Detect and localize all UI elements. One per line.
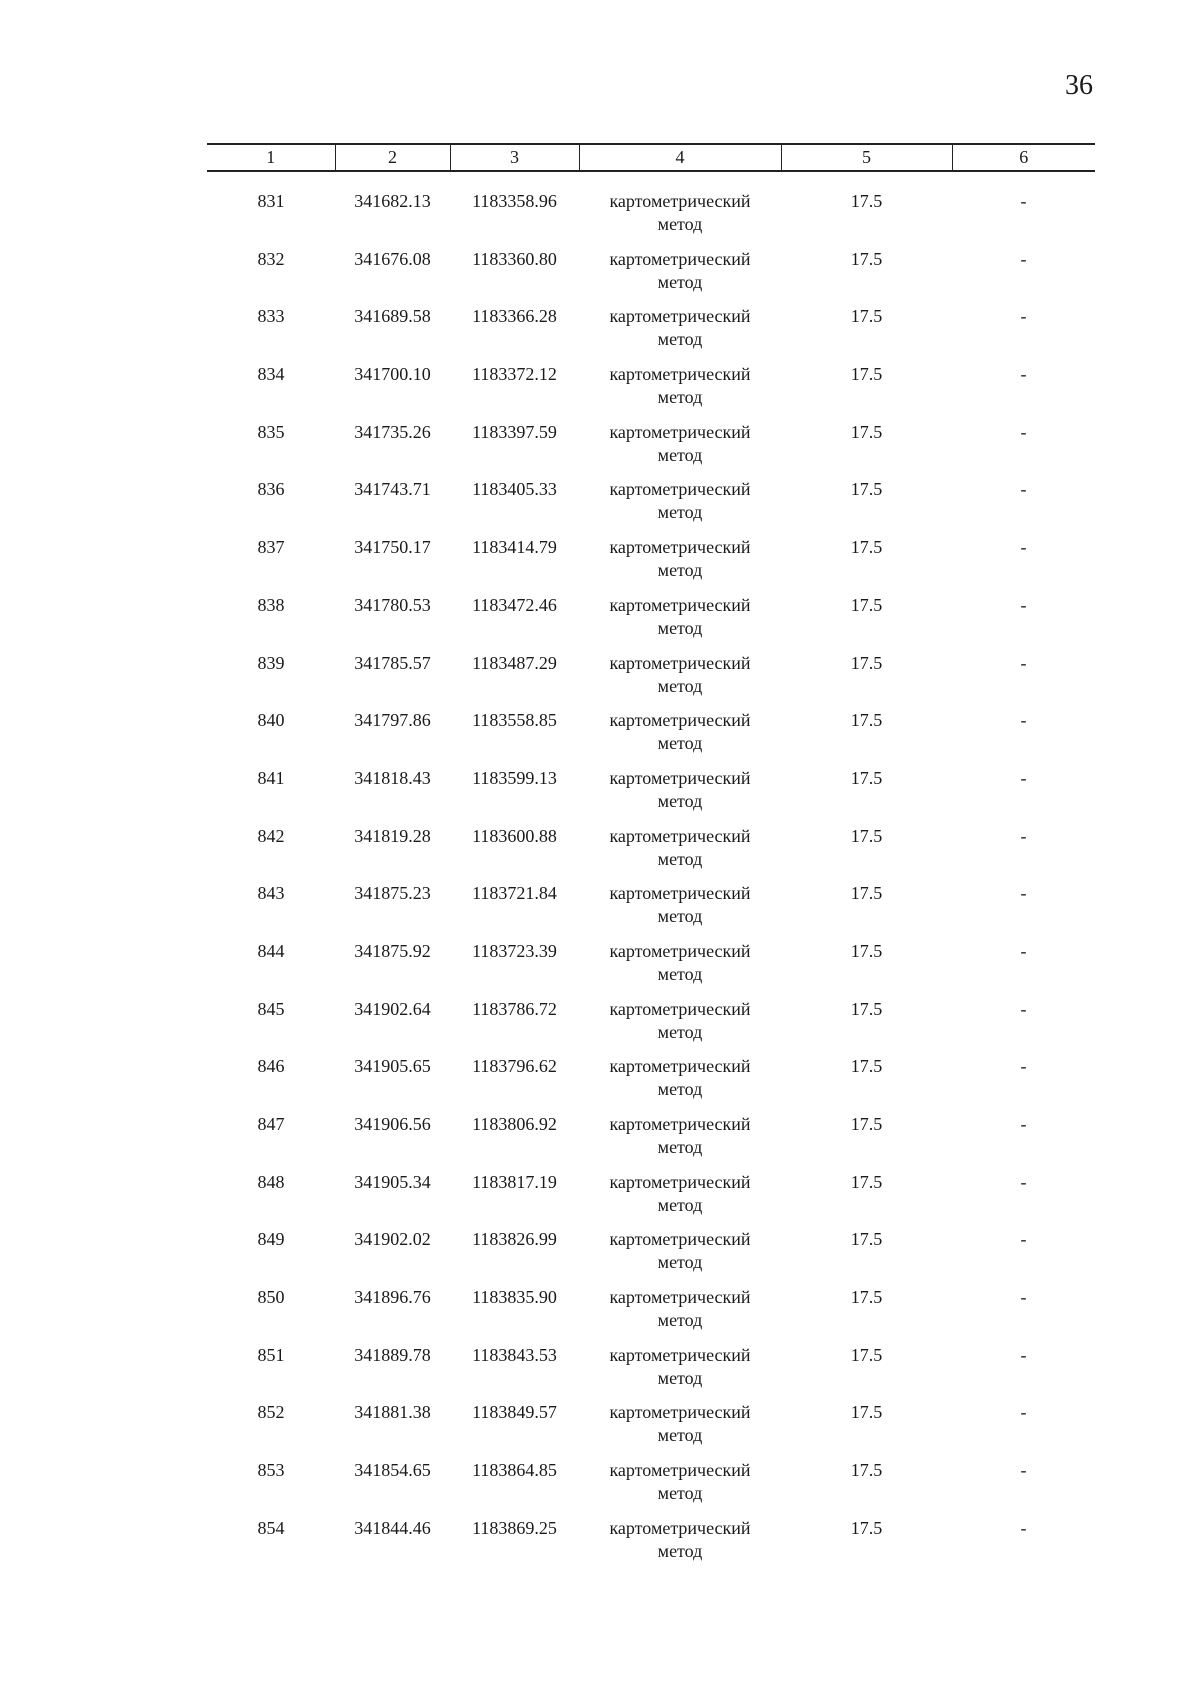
coordinates-table xyxy=(207,143,1095,1575)
method-line-1: картометрический xyxy=(609,306,751,327)
accuracy-cell: 17.5 xyxy=(850,940,883,961)
note-cell: - xyxy=(1020,1287,1027,1308)
x-coordinate-cell: 341844.46 xyxy=(354,1517,431,1538)
y-coordinate-cell: 1183372.12 xyxy=(472,364,557,385)
method-cell xyxy=(579,652,781,710)
method-line-2: метод xyxy=(657,1137,703,1157)
accuracy-cell: 17.5 xyxy=(850,1287,883,1308)
point-number-cell: 837 xyxy=(257,537,285,558)
y-coordinate-cell: 1183414.79 xyxy=(472,537,557,558)
method-line-2: метод xyxy=(657,906,703,927)
method-line-2: метод xyxy=(657,1310,703,1331)
note-cell: - xyxy=(1020,1460,1027,1481)
note-cell: - xyxy=(1020,825,1027,846)
header-col-5: 5 xyxy=(781,144,952,171)
point-number-cell: 853 xyxy=(257,1460,285,1481)
note-cell: - xyxy=(1020,1517,1027,1538)
x-coordinate-cell: 341896.76 xyxy=(354,1287,431,1308)
method-line-1: картометрический xyxy=(609,479,751,500)
method-cell xyxy=(579,536,781,594)
note-cell: - xyxy=(1020,767,1027,788)
point-number-cell: 831 xyxy=(257,191,285,211)
method-line-2: метод xyxy=(657,1252,703,1273)
note-cell: - xyxy=(1020,1171,1027,1192)
point-number-cell: 841 xyxy=(257,767,285,788)
accuracy-cell: 17.5 xyxy=(850,883,883,904)
table-row xyxy=(207,1055,1095,1113)
method-line-2: метод xyxy=(657,1483,703,1504)
x-coordinate-cell: 341875.92 xyxy=(354,940,431,961)
point-number-cell: 843 xyxy=(257,883,285,904)
method-line-1: картометрический xyxy=(609,652,751,673)
x-coordinate-cell: 341906.56 xyxy=(354,1114,431,1134)
method-line-2: метод xyxy=(657,560,703,581)
x-coordinate-cell: 341750.17 xyxy=(354,537,431,558)
method-cell xyxy=(579,1228,781,1286)
table-row xyxy=(207,248,1095,306)
x-coordinate-cell: 341875.23 xyxy=(354,883,431,904)
method-cell xyxy=(579,1401,781,1459)
point-number-cell: 835 xyxy=(257,421,285,442)
note-cell: - xyxy=(1020,594,1027,615)
y-coordinate-cell: 1183806.92 xyxy=(472,1114,557,1134)
y-coordinate-cell: 1183600.88 xyxy=(472,825,557,846)
table-row xyxy=(207,305,1095,363)
table-row xyxy=(207,1459,1095,1517)
point-number-cell: 846 xyxy=(257,1056,285,1077)
x-coordinate-cell: 341819.28 xyxy=(354,825,431,846)
point-number-cell: 849 xyxy=(257,1229,285,1250)
method-line-1: картометрический xyxy=(609,940,751,961)
point-number-cell: 836 xyxy=(257,479,285,500)
method-line-1: картометрический xyxy=(609,1460,751,1481)
point-number-cell: 838 xyxy=(257,594,285,615)
point-number-cell: 842 xyxy=(257,825,285,846)
x-coordinate-cell: 341797.86 xyxy=(354,710,431,731)
method-line-1: картометрический xyxy=(609,825,751,846)
table-row xyxy=(207,536,1095,594)
x-coordinate-cell: 341700.10 xyxy=(354,364,431,385)
table-row xyxy=(207,1228,1095,1286)
method-line-1: картометрический xyxy=(609,1229,751,1250)
point-number-cell: 832 xyxy=(257,248,285,269)
note-cell: - xyxy=(1020,1229,1027,1250)
x-coordinate-cell: 341902.02 xyxy=(354,1229,431,1250)
method-cell xyxy=(579,1459,781,1517)
method-cell xyxy=(579,940,781,998)
method-cell xyxy=(579,1055,781,1113)
x-coordinate-cell: 341780.53 xyxy=(354,594,431,615)
table-row xyxy=(207,1344,1095,1402)
y-coordinate-cell: 1183558.85 xyxy=(472,710,557,731)
y-coordinate-cell: 1183817.19 xyxy=(472,1171,557,1192)
accuracy-cell: 17.5 xyxy=(850,1229,883,1250)
method-cell xyxy=(579,1517,781,1575)
accuracy-cell: 17.5 xyxy=(850,364,883,385)
table-row xyxy=(207,940,1095,998)
method-cell xyxy=(579,825,781,883)
method-line-1: картометрический xyxy=(609,767,751,788)
point-number-cell: 833 xyxy=(257,306,285,327)
y-coordinate-cell: 1183599.13 xyxy=(472,767,557,788)
method-line-2: метод xyxy=(657,271,703,292)
table-row xyxy=(207,767,1095,825)
x-coordinate-cell: 341735.26 xyxy=(354,421,431,442)
y-coordinate-cell: 1183487.29 xyxy=(472,652,557,673)
y-coordinate-cell: 1183849.57 xyxy=(472,1402,557,1423)
header-col-3: 3 xyxy=(450,144,579,171)
x-coordinate-cell: 341676.08 xyxy=(354,248,431,269)
method-line-1: картометрический xyxy=(609,1171,751,1192)
method-line-1: картометрический xyxy=(609,1402,751,1423)
method-cell xyxy=(579,767,781,825)
accuracy-cell: 17.5 xyxy=(850,1460,883,1481)
x-coordinate-cell: 341889.78 xyxy=(354,1344,431,1365)
y-coordinate-cell: 1183397.59 xyxy=(472,421,557,442)
table-row xyxy=(207,363,1095,421)
table-header xyxy=(207,144,1095,171)
method-cell xyxy=(579,363,781,421)
table-row xyxy=(207,594,1095,652)
method-line-1: картометрический xyxy=(609,248,751,269)
point-number-cell: 847 xyxy=(257,1114,285,1134)
accuracy-cell: 17.5 xyxy=(850,1114,883,1134)
header-col-6: 6 xyxy=(952,144,1095,171)
note-cell: - xyxy=(1020,306,1027,327)
point-number-cell: 839 xyxy=(257,652,285,673)
method-line-1: картометрический xyxy=(609,537,751,558)
note-cell: - xyxy=(1020,652,1027,673)
note-cell: - xyxy=(1020,191,1027,211)
method-cell xyxy=(579,882,781,940)
point-number-cell: 850 xyxy=(257,1287,285,1308)
y-coordinate-cell: 1183721.84 xyxy=(472,883,557,904)
y-coordinate-cell: 1183358.96 xyxy=(472,191,557,211)
point-number-cell: 851 xyxy=(257,1344,285,1365)
x-coordinate-cell: 341905.65 xyxy=(354,1056,431,1077)
method-cell xyxy=(579,248,781,306)
accuracy-cell: 17.5 xyxy=(850,825,883,846)
y-coordinate-cell: 1183472.46 xyxy=(472,594,557,615)
method-line-2: метод xyxy=(657,848,703,869)
method-line-1: картометрический xyxy=(609,998,751,1019)
accuracy-cell: 17.5 xyxy=(850,767,883,788)
method-line-1: картометрический xyxy=(609,594,751,615)
method-line-1: картометрический xyxy=(609,1517,751,1538)
method-cell xyxy=(579,421,781,479)
note-cell: - xyxy=(1020,1114,1027,1134)
y-coordinate-cell: 1183405.33 xyxy=(472,479,557,500)
header-col-2: 2 xyxy=(335,144,450,171)
point-number-cell: 854 xyxy=(257,1517,285,1538)
method-line-1: картометрический xyxy=(609,191,751,211)
method-line-2: метод xyxy=(657,963,703,984)
note-cell: - xyxy=(1020,1402,1027,1423)
accuracy-cell: 17.5 xyxy=(850,1344,883,1365)
method-line-2: метод xyxy=(657,790,703,811)
table-row xyxy=(207,1113,1095,1171)
x-coordinate-cell: 341905.34 xyxy=(354,1171,431,1192)
point-number-cell: 848 xyxy=(257,1171,285,1192)
note-cell: - xyxy=(1020,710,1027,731)
method-cell xyxy=(579,998,781,1056)
accuracy-cell: 17.5 xyxy=(850,1056,883,1077)
method-cell xyxy=(579,1344,781,1402)
method-line-1: картометрический xyxy=(609,1344,751,1365)
point-number-cell: 852 xyxy=(257,1402,285,1423)
x-coordinate-cell: 341785.57 xyxy=(354,652,431,673)
point-number-cell: 844 xyxy=(257,940,285,961)
point-number-cell: 834 xyxy=(257,364,285,385)
coordinates-table-container xyxy=(207,143,1095,1575)
method-line-2: метод xyxy=(657,1367,703,1388)
accuracy-cell: 17.5 xyxy=(850,1402,883,1423)
table-row xyxy=(207,171,1095,248)
method-cell xyxy=(579,594,781,652)
accuracy-cell: 17.5 xyxy=(850,710,883,731)
note-cell: - xyxy=(1020,364,1027,385)
header-row xyxy=(207,144,1095,171)
method-cell xyxy=(579,1171,781,1229)
method-cell xyxy=(579,709,781,767)
table-row xyxy=(207,652,1095,710)
y-coordinate-cell: 1183869.25 xyxy=(472,1517,557,1538)
x-coordinate-cell: 341689.58 xyxy=(354,306,431,327)
y-coordinate-cell: 1183786.72 xyxy=(472,998,557,1019)
table-row xyxy=(207,1171,1095,1229)
page-number: 36 xyxy=(1065,70,1093,101)
table-row xyxy=(207,709,1095,767)
y-coordinate-cell: 1183796.62 xyxy=(472,1056,557,1077)
method-line-1: картометрический xyxy=(609,1056,751,1077)
accuracy-cell: 17.5 xyxy=(850,248,883,269)
note-cell: - xyxy=(1020,1056,1027,1077)
y-coordinate-cell: 1183835.90 xyxy=(472,1287,557,1308)
x-coordinate-cell: 341881.38 xyxy=(354,1402,431,1423)
method-line-2: метод xyxy=(657,1021,703,1042)
accuracy-cell: 17.5 xyxy=(850,652,883,673)
x-coordinate-cell: 341743.71 xyxy=(354,479,431,500)
note-cell: - xyxy=(1020,248,1027,269)
method-cell xyxy=(579,1286,781,1344)
point-number-cell: 840 xyxy=(257,710,285,731)
method-line-2: метод xyxy=(657,502,703,523)
method-line-1: картометрический xyxy=(609,421,751,442)
method-line-1: картометрический xyxy=(609,1114,751,1134)
method-cell xyxy=(579,305,781,363)
x-coordinate-cell: 341902.64 xyxy=(354,998,431,1019)
y-coordinate-cell: 1183843.53 xyxy=(472,1344,557,1365)
method-line-2: метод xyxy=(657,1540,703,1561)
table-body xyxy=(207,171,1095,1575)
method-line-1: картометрический xyxy=(609,1287,751,1308)
method-line-2: метод xyxy=(657,214,703,234)
method-line-2: метод xyxy=(657,1425,703,1446)
table-row xyxy=(207,1401,1095,1459)
accuracy-cell: 17.5 xyxy=(850,998,883,1019)
note-cell: - xyxy=(1020,479,1027,500)
note-cell: - xyxy=(1020,1344,1027,1365)
method-line-1: картометрический xyxy=(609,710,751,731)
table-row xyxy=(207,421,1095,479)
x-coordinate-cell: 341818.43 xyxy=(354,767,431,788)
accuracy-cell: 17.5 xyxy=(850,191,883,211)
table-row xyxy=(207,882,1095,940)
method-cell xyxy=(579,478,781,536)
table-row xyxy=(207,1517,1095,1575)
accuracy-cell: 17.5 xyxy=(850,1517,883,1538)
method-line-2: метод xyxy=(657,733,703,754)
point-number-cell: 845 xyxy=(257,998,285,1019)
y-coordinate-cell: 1183723.39 xyxy=(472,940,557,961)
note-cell: - xyxy=(1020,998,1027,1019)
note-cell: - xyxy=(1020,537,1027,558)
note-cell: - xyxy=(1020,883,1027,904)
table-row xyxy=(207,825,1095,883)
method-line-2: метод xyxy=(657,617,703,638)
method-line-2: метод xyxy=(657,444,703,465)
note-cell: - xyxy=(1020,940,1027,961)
header-col-1: 1 xyxy=(207,144,335,171)
method-line-1: картометрический xyxy=(609,364,751,385)
y-coordinate-cell: 1183360.80 xyxy=(472,248,557,269)
table-row xyxy=(207,1286,1095,1344)
y-coordinate-cell: 1183864.85 xyxy=(472,1460,557,1481)
method-cell xyxy=(579,171,781,248)
method-line-2: метод xyxy=(657,675,703,696)
accuracy-cell: 17.5 xyxy=(850,306,883,327)
table-row xyxy=(207,998,1095,1056)
accuracy-cell: 17.5 xyxy=(850,479,883,500)
note-cell: - xyxy=(1020,421,1027,442)
method-cell xyxy=(579,1113,781,1171)
y-coordinate-cell: 1183366.28 xyxy=(472,306,557,327)
method-line-2: метод xyxy=(657,387,703,408)
table-row xyxy=(207,478,1095,536)
accuracy-cell: 17.5 xyxy=(850,594,883,615)
method-line-2: метод xyxy=(657,1079,703,1100)
x-coordinate-cell: 341854.65 xyxy=(354,1460,431,1481)
y-coordinate-cell: 1183826.99 xyxy=(472,1229,557,1250)
accuracy-cell: 17.5 xyxy=(850,537,883,558)
accuracy-cell: 17.5 xyxy=(850,421,883,442)
x-coordinate-cell: 341682.13 xyxy=(354,191,431,211)
accuracy-cell: 17.5 xyxy=(850,1171,883,1192)
method-line-2: метод xyxy=(657,329,703,350)
method-line-1: картометрический xyxy=(609,883,751,904)
method-line-2: метод xyxy=(657,1194,703,1215)
header-col-4: 4 xyxy=(579,144,781,171)
